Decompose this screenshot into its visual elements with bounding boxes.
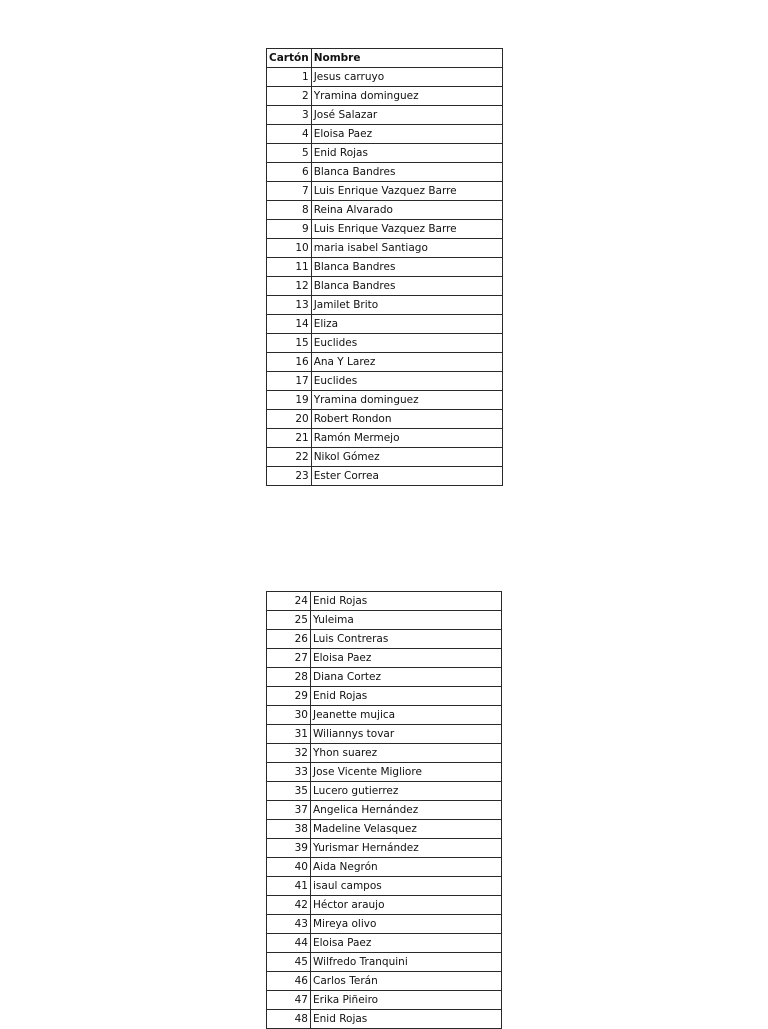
participant-name: Enid Rojas [311,592,502,611]
carton-number: 39 [267,839,311,858]
table-row [267,334,503,353]
carton-number: 23 [267,467,312,486]
carton-number: 46 [267,972,311,991]
carton-number: 11 [267,258,312,277]
header-nombre: Nombre [311,49,502,68]
table-row [267,801,502,820]
carton-number: 10 [267,239,312,258]
carton-number: 13 [267,296,312,315]
carton-number: 45 [267,953,311,972]
carton-number: 5 [267,144,312,163]
table-row [267,467,503,486]
carton-number: 2 [267,87,312,106]
participant-name: Wiliannys tovar [311,725,502,744]
carton-number: 47 [267,991,311,1010]
table-row [267,592,502,611]
table-row [267,68,503,87]
table-row [267,687,502,706]
carton-number: 29 [267,687,311,706]
participant-name: Héctor araujo [311,896,502,915]
participant-name: Enid Rojas [311,1010,502,1029]
table-row [267,649,502,668]
participant-name: Jesus carruyo [311,68,502,87]
participant-name: Enid Rojas [311,144,502,163]
carton-number: 16 [267,353,312,372]
table-row [267,782,502,801]
table-row [267,448,503,467]
participant-name: Ramón Mermejo [311,429,502,448]
participant-name: Carlos Terán [311,972,502,991]
table-row [267,763,502,782]
participant-name: Angelica Hernández [311,801,502,820]
carton-number: 6 [267,163,312,182]
table-row [267,934,502,953]
table-row [267,87,503,106]
participant-name: Eloisa Paez [311,934,502,953]
table-row [267,239,503,258]
participant-name: Nikol Gómez [311,448,502,467]
participant-name: Euclides [311,334,502,353]
carton-table-1 [266,48,503,486]
participant-name: Reina Alvarado [311,201,502,220]
carton-number: 38 [267,820,311,839]
carton-number: 17 [267,372,312,391]
carton-number: 28 [267,668,311,687]
participant-name: Robert Rondon [311,410,502,429]
carton-number: 35 [267,782,311,801]
table-row [267,611,502,630]
participant-name: Yhon suarez [311,744,502,763]
carton-number: 48 [267,1010,311,1029]
header-carton: Cartón [267,49,312,68]
carton-number: 33 [267,763,311,782]
table-row [267,106,503,125]
participant-name: Blanca Bandres [311,277,502,296]
table-row [267,668,502,687]
table-row [267,858,502,877]
participant-name: maria isabel Santiago [311,239,502,258]
carton-number: 30 [267,706,311,725]
table-row [267,744,502,763]
carton-number: 24 [267,592,311,611]
carton-number: 19 [267,391,312,410]
carton-number: 12 [267,277,312,296]
participant-name: Jeanette mujica [311,706,502,725]
table-row [267,915,502,934]
table-row [267,630,502,649]
carton-number: 14 [267,315,312,334]
table-row [267,125,503,144]
table-row [267,372,503,391]
participant-name: Diana Cortez [311,668,502,687]
carton-number: 22 [267,448,312,467]
carton-number: 25 [267,611,311,630]
participant-name: isaul campos [311,877,502,896]
carton-number: 3 [267,106,312,125]
table-row [267,391,503,410]
participant-name: Euclides [311,372,502,391]
table-row [267,877,502,896]
carton-number: 4 [267,125,312,144]
carton-number: 26 [267,630,311,649]
table-row [267,1010,502,1029]
table-row [267,953,502,972]
table-row [267,163,503,182]
carton-number: 44 [267,934,311,953]
participant-name: Luis Enrique Vazquez Barre [311,220,502,239]
participant-name: Ester Correa [311,467,502,486]
table-row [267,820,502,839]
carton-number: 32 [267,744,311,763]
participant-name: Yuleima [311,611,502,630]
carton-number: 15 [267,334,312,353]
table-row [267,896,502,915]
table-row [267,429,503,448]
table-row [267,315,503,334]
carton-number: 7 [267,182,312,201]
carton-table-2 [266,591,502,1029]
participant-name: Eloisa Paez [311,649,502,668]
participant-name: Jamilet Brito [311,296,502,315]
participant-name: Enid Rojas [311,687,502,706]
participant-name: Mireya olivo [311,915,502,934]
table-row [267,706,502,725]
participant-name: Blanca Bandres [311,163,502,182]
table-row [267,353,503,372]
carton-number: 20 [267,410,312,429]
table-row [267,972,502,991]
participant-name: Erika Piñeiro [311,991,502,1010]
carton-number: 40 [267,858,311,877]
carton-number: 43 [267,915,311,934]
carton-number: 1 [267,68,312,87]
participant-name: Wilfredo Tranquini [311,953,502,972]
participant-name: Eliza [311,315,502,334]
table-row [267,839,502,858]
carton-number: 9 [267,220,312,239]
table-row [267,991,502,1010]
participant-name: Yramina dominguez [311,87,502,106]
table-row [267,296,503,315]
table-row [267,258,503,277]
participant-name: Eloisa Paez [311,125,502,144]
carton-number: 31 [267,725,311,744]
table-row [267,410,503,429]
participant-name: Jose Vicente Migliore [311,763,502,782]
participant-name: Ana Y Larez [311,353,502,372]
table-row [267,144,503,163]
participant-name: Yurismar Hernández [311,839,502,858]
table-header-row [267,49,503,68]
table-row [267,201,503,220]
table-row [267,725,502,744]
carton-number: 27 [267,649,311,668]
table-row [267,182,503,201]
participant-name: Luis Enrique Vazquez Barre [311,182,502,201]
participant-name: Aida Negrón [311,858,502,877]
table-row [267,277,503,296]
participant-name: Yramina dominguez [311,391,502,410]
table-row [267,220,503,239]
participant-name: Blanca Bandres [311,258,502,277]
carton-number: 37 [267,801,311,820]
participant-name: Luis Contreras [311,630,502,649]
carton-number: 41 [267,877,311,896]
participant-name: José Salazar [311,106,502,125]
participant-name: Madeline Velasquez [311,820,502,839]
participant-name: Lucero gutierrez [311,782,502,801]
carton-number: 42 [267,896,311,915]
carton-number: 21 [267,429,312,448]
carton-number: 8 [267,201,312,220]
